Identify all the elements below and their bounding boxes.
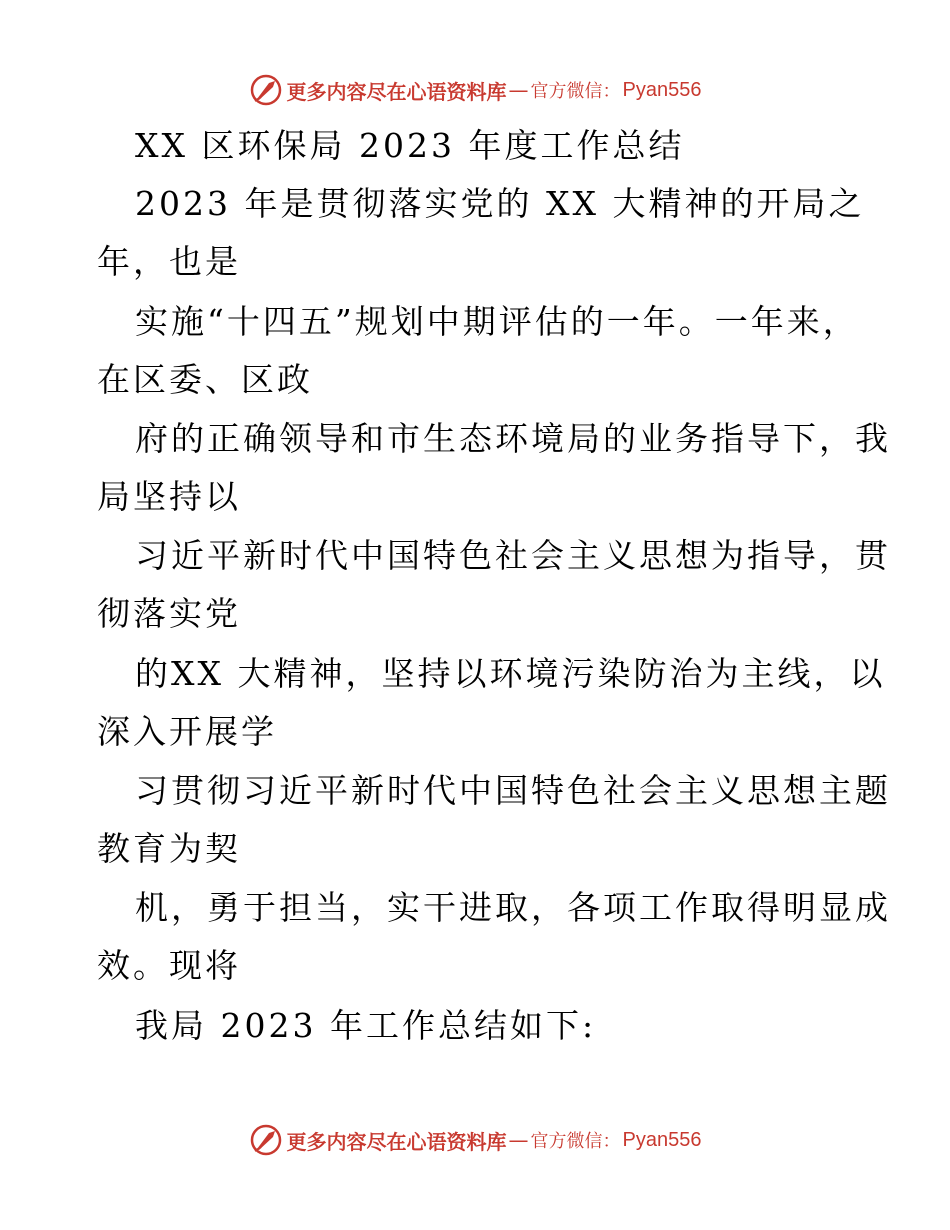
banner-wechat-id: Pyan556 <box>622 1128 702 1151</box>
banner-wechat-label: 官方微信： <box>530 1131 621 1152</box>
paragraph-line: 实施“十四五”规划中期评估的一年。一年来， <box>135 302 859 341</box>
paragraph-line: 年，也是 <box>97 242 241 281</box>
quill-pen-logo-icon <box>249 73 283 107</box>
paragraph-line: 深入开展学 <box>97 712 277 751</box>
paragraph-line: 局坚持以 <box>97 477 241 516</box>
paragraph-line: 教育为契 <box>97 829 241 868</box>
quill-pen-logo-icon <box>249 1123 283 1157</box>
paragraph-line: 效。现将 <box>97 946 241 985</box>
paragraph-line: 习近平新时代中国特色社会主义思想为指导，贯 <box>135 536 891 575</box>
paragraph-line: 府的正确领导和市生态环境局的业务指导下，我 <box>135 419 891 458</box>
document-title: XX 区环保局 2023 年度工作总结 <box>135 126 685 165</box>
paragraph-line: 我局 2023 年工作总结如下: <box>135 1006 597 1045</box>
banner-separator: — <box>508 78 529 102</box>
paragraph-line: 彻落实党 <box>97 594 241 633</box>
paragraph-line: 在区委、区政 <box>97 360 313 399</box>
banner-slogan: 更多内容尽在心语资料库 <box>286 1129 507 1154</box>
paragraph-line: 的XX 大精神，坚持以环境污染防治为主线，以 <box>135 654 886 693</box>
banner-separator: — <box>508 1128 529 1152</box>
paragraph-line: 机，勇于担当，实干进取，各项工作取得明显成 <box>135 888 891 927</box>
banner-wechat-id: Pyan556 <box>622 78 702 101</box>
paragraph-line: 2023 年是贯彻落实党的 XX 大精神的开局之 <box>135 184 865 223</box>
banner-slogan: 更多内容尽在心语资料库 <box>286 79 507 104</box>
footer-watermark-banner <box>0 1120 950 1160</box>
paragraph-line: 习贯彻习近平新时代中国特色社会主义思想主题 <box>135 771 891 810</box>
header-watermark-banner <box>0 70 950 110</box>
banner-wechat-label: 官方微信： <box>530 81 621 102</box>
